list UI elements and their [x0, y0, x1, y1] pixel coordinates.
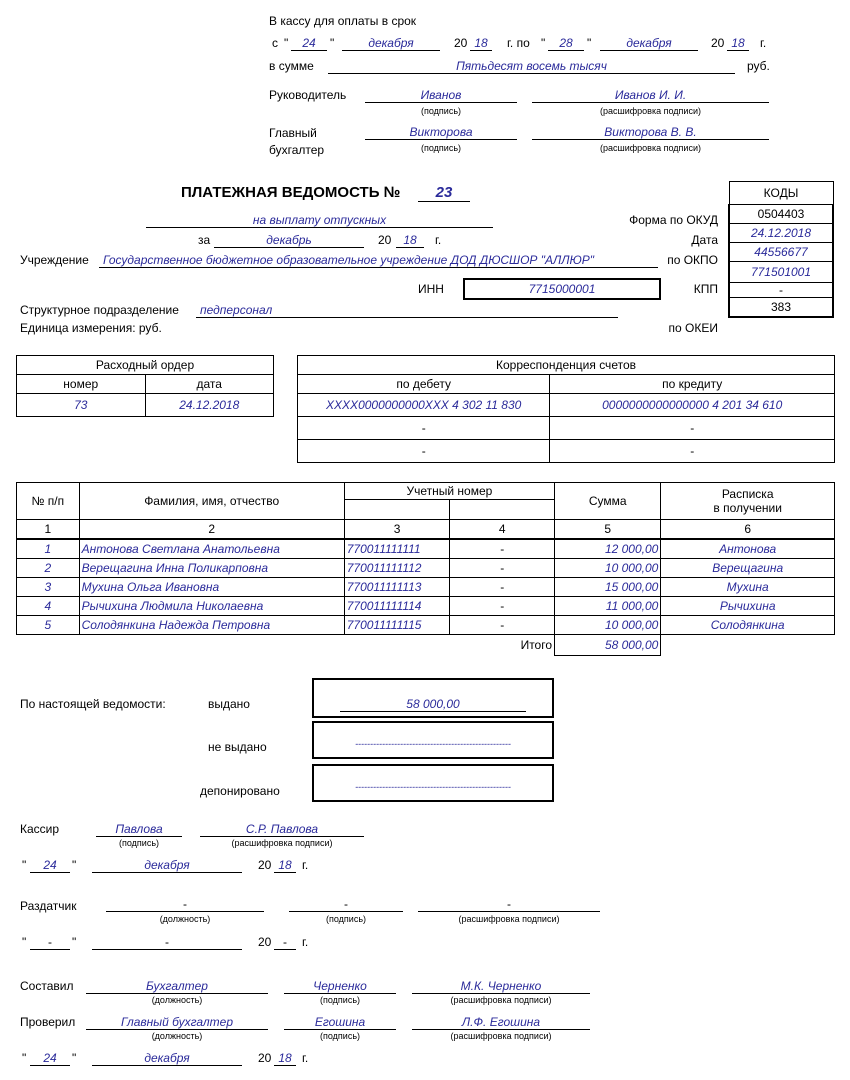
- quote: ": [72, 1051, 77, 1065]
- caption: (расшифровка подписи): [231, 838, 333, 848]
- header-account: Учетный номер: [344, 483, 554, 500]
- header-account-sub: [450, 500, 555, 520]
- caption: (подпись): [420, 106, 462, 116]
- inn-value: 7715000001: [463, 278, 661, 300]
- quote: ": [284, 36, 289, 50]
- col-index: 5: [555, 520, 661, 540]
- table-row: [17, 559, 835, 578]
- col-index: 1: [17, 520, 80, 540]
- row-name: Верещагина Инна Поликарповна: [79, 559, 344, 578]
- cashier-century: 20: [258, 858, 272, 872]
- sum-label: в сумме: [269, 59, 314, 73]
- col-index: 3: [344, 520, 450, 540]
- caption: (подпись): [118, 838, 160, 848]
- quote: ": [22, 858, 27, 872]
- checked-signature: Егошина: [284, 1015, 396, 1030]
- row-num: 2: [17, 559, 80, 578]
- deposited-value: ----------------------------------------------------: [355, 782, 511, 792]
- from-label: с: [272, 36, 278, 50]
- caption: (подпись): [319, 1031, 361, 1041]
- year-suffix: г.: [302, 858, 309, 872]
- row-account-2: -: [450, 559, 555, 578]
- distributor-day: -: [30, 935, 70, 950]
- corr-credit: -: [550, 440, 835, 463]
- from-month: декабря: [342, 36, 440, 51]
- distributor-century: 20: [258, 935, 272, 949]
- sum-words: Пятьдесят восемь тысяч: [328, 59, 735, 74]
- row-name: Рычихина Людмила Николаевна: [79, 597, 344, 616]
- corr-debit: -: [298, 440, 550, 463]
- year-suffix: г.: [760, 36, 767, 50]
- row-num: 3: [17, 578, 80, 597]
- distributor-month: -: [92, 935, 242, 950]
- caption: (расшифровка подписи): [458, 914, 560, 924]
- row-num: 5: [17, 616, 80, 635]
- corr-debit: -: [298, 417, 550, 440]
- unit-label: Единица измерения: руб.: [20, 321, 162, 335]
- distributor-year: -: [274, 935, 296, 950]
- not-issued-value: ----------------------------------------------------: [355, 739, 511, 749]
- kpp-code: 771501001: [729, 262, 833, 283]
- dept-label: Структурное подразделение: [20, 303, 179, 317]
- cashier-signature: Павлова: [96, 822, 182, 837]
- distributor-position: -: [106, 897, 264, 912]
- row-name: Мухина Ольга Ивановна: [79, 578, 344, 597]
- issued-label: выдано: [208, 697, 250, 711]
- caption: (расшифровка подписи): [600, 106, 701, 116]
- quote: ": [72, 935, 77, 949]
- to-month: декабря: [600, 36, 698, 51]
- row-name: Антонова Светлана Анатольевна: [79, 539, 344, 559]
- table-row: [17, 578, 835, 597]
- quote: ": [22, 935, 27, 949]
- col-index: 4: [450, 520, 555, 540]
- deposited-box: [312, 764, 554, 802]
- corr-credit: -: [550, 417, 835, 440]
- col-index: 2: [79, 520, 344, 540]
- total-label: Итого: [520, 638, 553, 652]
- payroll-table: [16, 482, 835, 656]
- row-sign: Солодянкина: [661, 616, 835, 635]
- from-year: 18: [470, 36, 492, 51]
- date-label: Дата: [691, 233, 718, 247]
- row-name: Солодянкина Надежда Петровна: [79, 616, 344, 635]
- year-suffix: г.: [435, 233, 442, 247]
- order-num-header: номер: [17, 375, 146, 394]
- head-label: Руководитель: [269, 88, 347, 102]
- caption: (должность): [159, 914, 211, 924]
- total-blank: [661, 635, 835, 656]
- row-num: 4: [17, 597, 80, 616]
- statement-purpose: на выплату отпускных: [146, 213, 493, 228]
- from-day: 24: [291, 36, 327, 51]
- row-sum: 10 000,00: [555, 559, 661, 578]
- date-code: 24.12.2018: [729, 224, 833, 243]
- order-title: Расходный ордер: [17, 356, 274, 375]
- row-account-2: -: [450, 578, 555, 597]
- okud-label: Форма по ОКУД: [629, 213, 718, 227]
- quote: ": [587, 36, 592, 50]
- header-receipt-line2: в получении: [713, 501, 782, 515]
- header-receipt-line1: Расписка: [721, 487, 774, 501]
- cashier-label: Кассир: [20, 822, 60, 836]
- row-sign: Мухина: [661, 578, 835, 597]
- head-signature: Иванов: [365, 88, 517, 103]
- cashier-day: 24: [30, 858, 70, 873]
- period-year: 18: [396, 233, 424, 248]
- checked-name: Л.Ф. Егошина: [412, 1015, 590, 1030]
- not-issued-label: не выдано: [208, 740, 267, 754]
- issued-box: [312, 678, 554, 718]
- row-account-2: -: [450, 539, 555, 559]
- row-sign: Верещагина: [661, 559, 835, 578]
- corr-debit: XXXX0000000000XXX 4 302 11 830: [298, 394, 550, 417]
- compiled-name: М.К. Черненко: [412, 979, 590, 994]
- row-account: 770011111111: [344, 539, 450, 559]
- caption: (подпись): [325, 914, 367, 924]
- row-sum: 10 000,00: [555, 616, 661, 635]
- chief-signature: Викторова: [365, 125, 517, 140]
- corr-debit-header: по дебету: [298, 375, 550, 394]
- summary-label: По настоящей ведомости:: [20, 697, 166, 711]
- codes-table: [728, 181, 834, 318]
- dept-value: педперсонал: [196, 303, 618, 318]
- row-account: 770011111112: [344, 559, 450, 578]
- chief-label-1: Главный: [269, 126, 317, 140]
- row-sum: 11 000,00: [555, 597, 661, 616]
- caption: (подпись): [420, 143, 462, 153]
- row-num: 1: [17, 539, 80, 559]
- institution-name: Государственное бюджетное образовательное учреждение ДОД ДЮСШОР "АЛЛЮР": [99, 253, 658, 268]
- row-sign: Антонова: [661, 539, 835, 559]
- header-receipt: [661, 483, 835, 520]
- checked-year: 18: [274, 1051, 296, 1066]
- to-label: г. по: [507, 36, 530, 50]
- table-row: [17, 616, 835, 635]
- period-century: 20: [378, 233, 392, 247]
- okpo-code: 44556677: [729, 243, 833, 262]
- row-account: 770011111113: [344, 578, 450, 597]
- order-date: 24.12.2018: [145, 394, 274, 417]
- row-account-2: -: [450, 597, 555, 616]
- compiled-signature: Черненко: [284, 979, 396, 994]
- inn-label: ИНН: [418, 282, 444, 296]
- row-sum: 15 000,00: [555, 578, 661, 597]
- cash-intro: В кассу для оплаты в срок: [269, 14, 417, 28]
- codes-header: КОДЫ: [729, 182, 833, 205]
- corr-title: Корреспонденция счетов: [298, 356, 835, 375]
- checked-century: 20: [258, 1051, 272, 1065]
- header-name: Фамилия, имя, отчество: [79, 483, 344, 520]
- corr-credit-header: по кредиту: [550, 375, 835, 394]
- kpp-label: КПП: [693, 282, 718, 296]
- head-name: Иванов И. И.: [532, 88, 769, 103]
- checked-position: Главный бухгалтер: [86, 1015, 268, 1030]
- okei-code: 383: [729, 298, 833, 318]
- order-table: [16, 355, 274, 417]
- okei-label: по ОКЕИ: [668, 321, 718, 335]
- table-row: [17, 539, 835, 559]
- quote: ": [22, 1051, 27, 1065]
- header-sum: Сумма: [555, 483, 661, 520]
- caption: (должность): [151, 1031, 203, 1041]
- checked-month: декабря: [92, 1051, 242, 1066]
- corr-table: [297, 355, 835, 463]
- okpo-label: по ОКПО: [667, 253, 718, 267]
- institution-label: Учреждение: [20, 253, 89, 267]
- cashier-name: С.Р. Павлова: [200, 822, 364, 837]
- blank-code: -: [729, 283, 833, 298]
- caption: (расшифровка подписи): [600, 143, 701, 153]
- row-sign: Рычихина: [661, 597, 835, 616]
- issued-value: 58 000,00: [340, 697, 526, 712]
- header-account-sub: [344, 500, 450, 520]
- to-year: 18: [727, 36, 749, 51]
- header-num: № п/п: [17, 483, 80, 520]
- chief-label-2: бухгалтер: [269, 143, 325, 157]
- distributor-signature: -: [289, 897, 403, 912]
- page-title: ПЛАТЕЖНАЯ ВЕДОМОСТЬ №: [181, 184, 401, 201]
- cashier-year: 18: [274, 858, 296, 873]
- distributor-label: Раздатчик: [20, 899, 77, 913]
- statement-number: 23: [418, 184, 470, 202]
- quote: ": [72, 858, 77, 872]
- quote: ": [541, 36, 546, 50]
- caption: (расшифровка подписи): [450, 1031, 552, 1041]
- table-row: [17, 597, 835, 616]
- checked-label: Проверил: [20, 1015, 76, 1029]
- distributor-name: -: [418, 897, 600, 912]
- deposited-label: депонировано: [200, 784, 280, 798]
- col-index: 6: [661, 520, 835, 540]
- total-sum: 58 000,00: [555, 635, 661, 656]
- okud-code: 0504403: [729, 205, 833, 224]
- caption: (подпись): [319, 995, 361, 1005]
- caption: (должность): [151, 995, 203, 1005]
- year-suffix: г.: [302, 935, 309, 949]
- to-century: 20: [711, 36, 725, 50]
- corr-credit: 0000000000000000 4 201 34 610: [550, 394, 835, 417]
- period-month: декабрь: [214, 233, 364, 248]
- order-date-header: дата: [145, 375, 274, 394]
- row-account: 770011111114: [344, 597, 450, 616]
- currency-label: руб.: [747, 59, 770, 73]
- not-issued-box: [312, 721, 554, 759]
- from-century: 20: [454, 36, 468, 50]
- to-day: 28: [548, 36, 584, 51]
- cashier-month: декабря: [92, 858, 242, 873]
- year-suffix: г.: [302, 1051, 309, 1065]
- chief-name: Викторова В. В.: [532, 125, 769, 140]
- checked-day: 24: [30, 1051, 70, 1066]
- row-account: 770011111115: [344, 616, 450, 635]
- row-account-2: -: [450, 616, 555, 635]
- compiled-position: Бухгалтер: [86, 979, 268, 994]
- compiled-label: Составил: [20, 979, 74, 993]
- order-num: 73: [17, 394, 146, 417]
- caption: (расшифровка подписи): [450, 995, 552, 1005]
- period-label: за: [198, 233, 211, 247]
- quote: ": [330, 36, 335, 50]
- row-sum: 12 000,00: [555, 539, 661, 559]
